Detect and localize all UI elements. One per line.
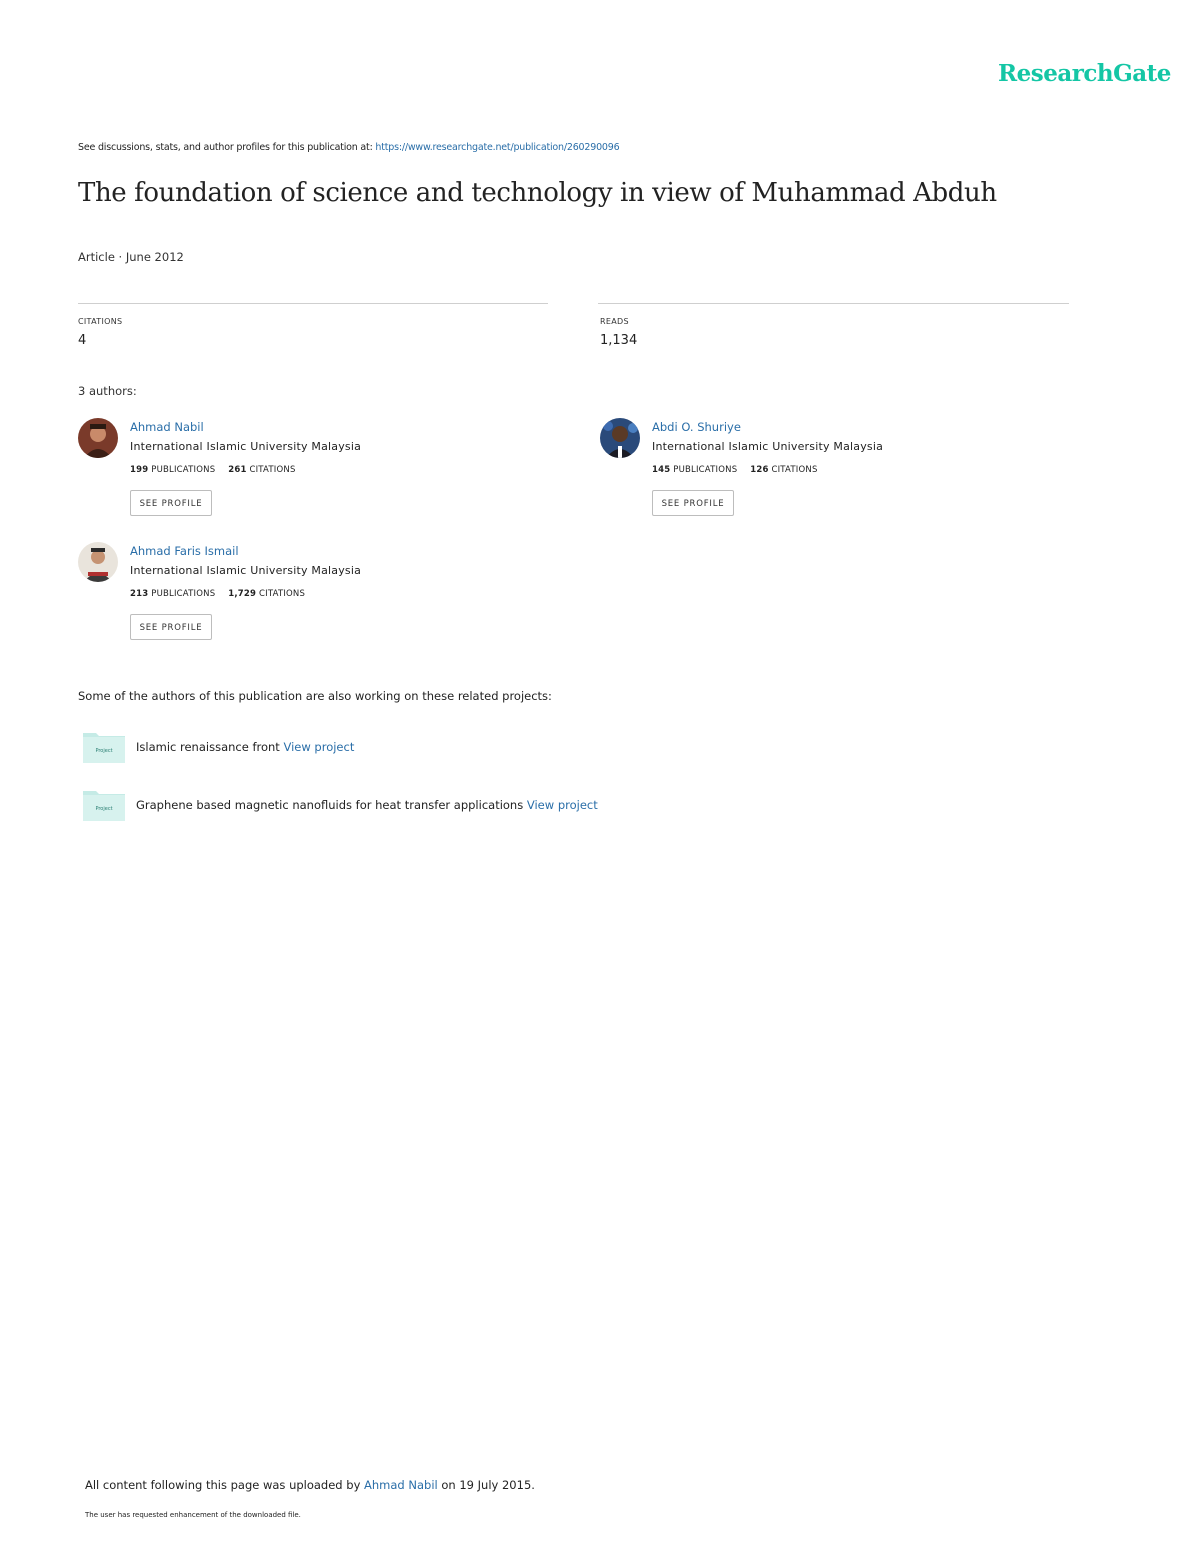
see-profile-button[interactable]: SEE PROFILE	[130, 490, 212, 516]
publications-count: 199	[130, 465, 149, 475]
citations-value: 4	[78, 333, 87, 348]
project-icon-label: Project	[95, 806, 113, 812]
author-institution: International Islamic University Malaysia	[652, 440, 884, 453]
project-text	[136, 798, 598, 812]
author-photo-icon[interactable]	[78, 542, 118, 582]
upload-suffix: on 19 July 2015.	[437, 1478, 535, 1492]
reads-value: 1,134	[600, 333, 638, 348]
view-project-link[interactable]: View project	[283, 740, 355, 754]
project-text	[136, 740, 354, 754]
citations-label: CITATIONS	[259, 589, 306, 599]
see-discussions-line	[78, 142, 619, 153]
author-stats	[130, 589, 305, 599]
publications-count: 213	[130, 589, 149, 599]
author-name-link[interactable]: Abdi O. Shuriye	[652, 420, 741, 434]
researchgate-logo[interactable]: ResearchGate	[998, 60, 1171, 87]
see-discussions-text: See discussions, stats, and author profiles for this publication at:	[78, 142, 376, 153]
view-project-link[interactable]: View project	[526, 798, 598, 812]
authors-count: 3 authors:	[78, 384, 137, 398]
upload-notice	[85, 1478, 535, 1492]
see-profile-button[interactable]: SEE PROFILE	[130, 614, 212, 640]
author-stats	[130, 465, 296, 475]
publication-title: The foundation of science and technology in view of Muhammad Abduh	[78, 178, 997, 208]
citations-count: 126	[750, 465, 769, 475]
citations-label: CITATIONS	[78, 317, 123, 326]
project-title: Graphene based magnetic nanofluids for heat transfer applications	[136, 798, 527, 812]
citations-label: CITATIONS	[771, 465, 818, 475]
publications-count: 145	[652, 465, 671, 475]
citations-divider	[78, 303, 548, 304]
publications-label: PUBLICATIONS	[151, 465, 216, 475]
project-icon-label: Project	[95, 748, 113, 754]
project-folder-icon	[82, 730, 126, 764]
author-card	[600, 418, 1020, 528]
citations-label: CITATIONS	[249, 465, 296, 475]
uploader-link[interactable]: Ahmad Nabil	[364, 1478, 438, 1492]
author-institution: International Islamic University Malaysia	[130, 564, 362, 577]
author-stats	[652, 465, 818, 475]
reads-divider	[598, 303, 1069, 304]
citations-count: 261	[228, 465, 247, 475]
reads-label: READS	[600, 317, 629, 326]
publications-label: PUBLICATIONS	[151, 589, 216, 599]
author-card	[78, 542, 498, 652]
publication-meta: Article · June 2012	[78, 250, 184, 264]
see-profile-button[interactable]: SEE PROFILE	[652, 490, 734, 516]
publication-url-link[interactable]: https://www.researchgate.net/publication/260290096	[375, 142, 620, 153]
author-institution: International Islamic University Malaysia	[130, 440, 362, 453]
author-name-link[interactable]: Ahmad Nabil	[130, 420, 204, 434]
author-card	[78, 418, 498, 528]
citations-count: 1,729	[228, 589, 257, 599]
upload-prefix: All content following this page was uploaded by	[85, 1478, 365, 1492]
project-item	[82, 730, 642, 766]
author-name-link[interactable]: Ahmad Faris Ismail	[130, 544, 239, 558]
publications-label: PUBLICATIONS	[673, 465, 738, 475]
enhancement-note: The user has requested enhancement of the downloaded file.	[85, 1511, 301, 1519]
project-folder-icon	[82, 788, 126, 822]
author-photo-icon[interactable]	[600, 418, 640, 458]
project-title: Islamic renaissance front	[136, 740, 284, 754]
author-photo-icon[interactable]	[78, 418, 118, 458]
project-item	[82, 788, 642, 824]
related-projects-intro: Some of the authors of this publication are also working on these related projects:	[78, 689, 552, 703]
